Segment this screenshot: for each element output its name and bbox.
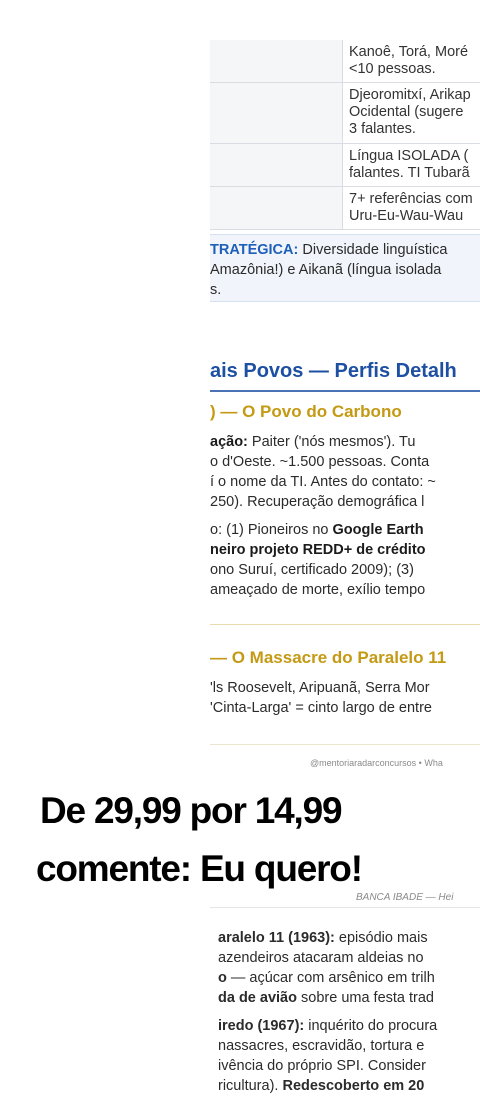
bold-text: da de avião	[218, 990, 297, 1006]
paragraph	[210, 678, 480, 718]
callout-label: TRATÉGICA:	[210, 242, 299, 258]
page-header-text: BANCA IBADE — Hei	[356, 892, 454, 903]
text: 'ls Roosevelt, Aripuanã, Serra Mor	[210, 680, 430, 696]
text: o: (1) Pioneiros no	[210, 522, 333, 538]
text: 250). Recuperação demográfica l	[210, 494, 425, 510]
table-row	[210, 187, 480, 230]
table-cell	[343, 83, 480, 143]
bold-text: o	[218, 970, 227, 986]
bold-text: Redescoberto em 20	[282, 1078, 425, 1094]
section-title: ais Povos — Perfis Detalh	[210, 360, 457, 382]
text: azendeiros atacaram aldeias no	[218, 950, 424, 966]
table-cell	[210, 40, 343, 82]
table-cell	[210, 187, 343, 229]
promo-cta-text: comente: Eu quero!	[36, 848, 362, 889]
cell-text: 7+ referências com	[349, 191, 473, 207]
table-cell	[343, 187, 480, 229]
bold-text: neiro projeto REDD+ de crédito	[210, 542, 426, 558]
cell-text: Língua ISOLADA (	[349, 148, 469, 164]
text: — açúcar com arsênico em trilh	[226, 970, 435, 986]
bold-text: iredo (1967):	[218, 1018, 305, 1034]
text: inquérito do procura	[304, 1018, 438, 1034]
cell-text: Ocidental (sugere	[349, 104, 464, 120]
text: Paiter ('nós mesmos'). Tu	[247, 434, 416, 450]
paragraph	[218, 1016, 480, 1096]
text: 'Cinta-Larga' = cinto largo de entre	[210, 700, 432, 716]
text: ameaçado de morte, exílio tempo	[210, 582, 426, 598]
text: o d'Oeste. ~1.500 pessoas. Conta	[210, 454, 430, 470]
strategic-callout	[210, 234, 480, 302]
text: episódio mais	[334, 930, 428, 946]
divider	[210, 624, 480, 625]
language-table	[210, 40, 480, 230]
section-divider	[210, 390, 480, 392]
table-cell	[343, 40, 480, 82]
text: sobre uma festa trad	[296, 990, 434, 1006]
footer-text: @mentoriaradarconcursos • Wha	[310, 758, 443, 768]
text: ricultura).	[218, 1078, 283, 1094]
table-row	[210, 83, 480, 144]
cell-text: Kanoê, Torá, Moré	[349, 44, 469, 60]
cell-text: falantes. TI Tubarã	[349, 165, 470, 181]
callout-text: s.	[210, 282, 222, 298]
bold-text: Google Earth	[332, 522, 424, 538]
text: ono Suruí, certificado 2009); (3)	[210, 562, 414, 578]
paragraph	[218, 928, 480, 1008]
text: í o nome da TI. Antes do contato: ~	[210, 474, 436, 490]
table-row	[210, 144, 480, 187]
table-cell	[343, 144, 480, 186]
cell-text: <10 pessoas.	[349, 61, 436, 77]
subsection-title: — O Massacre do Paralelo 11	[210, 648, 447, 667]
table-cell	[210, 144, 343, 186]
paragraph	[210, 520, 480, 600]
callout-text: Diversidade linguística	[298, 242, 448, 258]
cell-text: Uru-Eu-Wau-Wau	[349, 208, 464, 224]
cell-text: 3 falantes.	[349, 121, 416, 137]
subsection-title: ) — O Povo do Carbono	[210, 402, 402, 421]
text: ivência do próprio SPI. Consider	[218, 1058, 426, 1074]
bold-text: aralelo 11 (1963):	[218, 930, 335, 946]
cell-text: Djeoromitxí, Arikap	[349, 87, 471, 103]
paragraph	[210, 432, 480, 512]
promo-price-text: De 29,99 por 14,99	[40, 790, 342, 831]
bold-text: ação:	[210, 434, 248, 450]
table-cell	[210, 83, 343, 143]
footer-divider	[210, 744, 480, 745]
table-row	[210, 40, 480, 83]
callout-text: Amazônia!) e Aikanã (língua isolada	[210, 262, 442, 278]
header-divider	[210, 907, 480, 908]
text: nassacres, escravidão, tortura e	[218, 1038, 425, 1054]
